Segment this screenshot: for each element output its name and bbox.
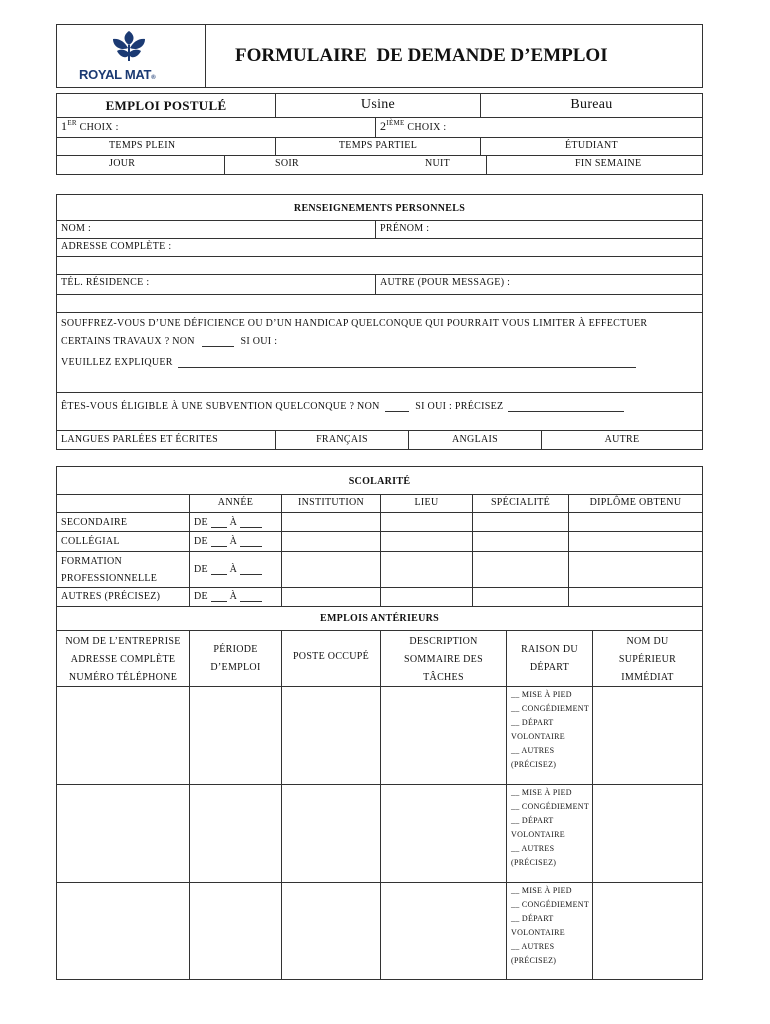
reason-autres[interactable]: __ AUTRES (511, 746, 555, 755)
jobs-header-description-line1: DESCRIPTION (409, 636, 478, 647)
education-row-secondaire-institution[interactable] (282, 513, 381, 532)
deficience-question: SOUFFREZ-VOUS D’UNE DÉFICIENCE OU D’UN HANDICAP QUELCONQUE QUI POURRAIT VOUS LIMITER À EFFECTUER (61, 318, 648, 329)
jobs-section-title: EMPLOIS ANTÉRIEURS (57, 607, 702, 631)
de-blank[interactable] (211, 546, 227, 547)
bureau-option[interactable]: Bureau (481, 94, 702, 118)
formation-label-line2: PROFESSIONNELLE (61, 573, 158, 584)
education-section-title: SCOLARITÉ (57, 467, 702, 495)
anglais-option[interactable]: ANGLAIS (409, 431, 542, 449)
job-section (56, 93, 703, 175)
education-row-formation-diplome[interactable] (569, 552, 702, 588)
jobs-header-description (381, 631, 507, 687)
job-row-1-poste[interactable] (282, 687, 381, 785)
veuillez-expliquer-row (61, 357, 636, 368)
education-row-collegial-lieu[interactable] (381, 532, 473, 552)
education-row-secondaire-label: SECONDAIRE (57, 513, 190, 532)
formation-label-line1: FORMATION (61, 556, 123, 567)
temps-partiel-option[interactable]: TEMPS PARTIEL (276, 138, 481, 156)
education-row-formation-institution[interactable] (282, 552, 381, 588)
jobs-header-entreprise-line2: ADRESSE COMPLÈTE (70, 654, 176, 665)
de-blank[interactable] (211, 527, 227, 528)
jobs-header-description-line3: TÂCHES (423, 672, 464, 683)
form-title: FORMULAIRE DE DEMANDE D’EMPLOI (235, 45, 608, 66)
job-row-2-entreprise[interactable] (57, 785, 190, 883)
deficience-non-blank[interactable] (202, 346, 234, 347)
education-row-formation-label (57, 552, 190, 588)
education-header-institution: INSTITUTION (282, 495, 381, 513)
reason-depart[interactable]: __ DÉPART (511, 718, 554, 727)
education-row-autres-institution[interactable] (282, 588, 381, 607)
reason-mise-a-pied[interactable]: __ MISE À PIED (511, 886, 572, 895)
subvention-label: ÊTES-VOUS ÉLIGIBLE À UNE SUBVENTION QUELCONQUE ? NON (61, 401, 380, 412)
tel-residence-field[interactable]: TÉL. RÉSIDENCE : (57, 275, 376, 295)
job-row-2-description[interactable] (381, 785, 507, 883)
reason-depart[interactable]: __ DÉPART (511, 816, 554, 825)
adresse-field[interactable]: ADRESSE COMPLÈTE : (57, 239, 702, 257)
job-row-3-superieur[interactable] (593, 883, 702, 979)
a-label: À (229, 591, 238, 602)
education-row-collegial-specialite[interactable] (473, 532, 569, 552)
education-row-autres-specialite[interactable] (473, 588, 569, 607)
header-box (56, 24, 703, 88)
education-row-formation-specialite[interactable] (473, 552, 569, 588)
nuit-option[interactable]: NUIT (425, 158, 451, 169)
francais-option[interactable]: FRANÇAIS (276, 431, 409, 449)
reason-volontaire: VOLONTAIRE (511, 732, 565, 741)
a-blank[interactable] (240, 574, 262, 575)
de-blank[interactable] (211, 601, 227, 602)
emploi-postule-label: EMPLOI POSTULÉ (57, 94, 276, 118)
temps-plein-option[interactable]: TEMPS PLEIN (57, 138, 276, 156)
a-label: À (229, 517, 238, 528)
jobs-header-entreprise-line3: NUMÉRO TÉLÉPHONE (68, 672, 178, 683)
royal-mat-logo-icon (109, 29, 149, 63)
job-row-2-raison[interactable] (507, 785, 593, 883)
second-choice-label: CHOIX : (404, 122, 447, 133)
reason-precisez: (PRÉCISEZ) (511, 760, 557, 769)
job-row-2-superieur[interactable] (593, 785, 702, 883)
education-row-secondaire-specialite[interactable] (473, 513, 569, 532)
de-label: DE (194, 564, 208, 575)
nom-field[interactable]: NOM : (57, 221, 376, 239)
adresse-field-line2[interactable] (57, 257, 702, 275)
job-row-1-raison[interactable] (507, 687, 593, 785)
job-row-3-periode[interactable] (190, 883, 282, 979)
deficience-block (57, 313, 702, 393)
reason-depart[interactable]: __ DÉPART (511, 914, 554, 923)
job-row-2-poste[interactable] (282, 785, 381, 883)
reason-precisez: (PRÉCISEZ) (511, 858, 557, 867)
education-row-collegial-label: COLLÉGIAL (57, 532, 190, 552)
education-row-collegial-diplome[interactable] (569, 532, 702, 552)
first-choice-field[interactable] (57, 118, 376, 138)
job-row-1-entreprise[interactable] (57, 687, 190, 785)
jobs-header-entreprise-line1: NOM DE L’ENTREPRISE (65, 636, 181, 647)
a-blank[interactable] (240, 527, 262, 528)
reason-congediement[interactable]: __ CONGÉDIEMENT (511, 704, 590, 713)
education-row-autres-diplome[interactable] (569, 588, 702, 607)
personal-section-title: RENSEIGNEMENTS PERSONNELS (57, 195, 702, 221)
jour-option[interactable]: JOUR (57, 156, 225, 174)
education-row-collegial-annee[interactable] (190, 532, 282, 552)
reason-mise-a-pied[interactable]: __ MISE À PIED (511, 690, 572, 699)
veuillez-expliquer-label: VEUILLEZ EXPLIQUER (61, 357, 173, 368)
job-row-3-poste[interactable] (282, 883, 381, 979)
education-row-secondaire-lieu[interactable] (381, 513, 473, 532)
jobs-header-raison (507, 631, 593, 687)
education-row-autres-label: AUTRES (PRÉCISEZ) (57, 588, 190, 607)
jobs-header-periode (190, 631, 282, 687)
veuillez-expliquer-blank[interactable] (178, 367, 636, 368)
job-row-3-entreprise[interactable] (57, 883, 190, 979)
de-label: DE (194, 536, 208, 547)
education-row-secondaire-annee[interactable] (190, 513, 282, 532)
reason-volontaire: VOLONTAIRE (511, 928, 565, 937)
jobs-header-periode-line1: PÉRIODE (213, 644, 258, 655)
de-blank[interactable] (211, 574, 227, 575)
subvention-precisez-label: SI OUI : PRÉCISEZ (415, 401, 504, 412)
second-choice-field[interactable] (376, 118, 702, 138)
education-row-autres-annee[interactable] (190, 588, 282, 607)
jobs-header-periode-line2: D’EMPLOI (210, 662, 261, 673)
deficience-question-line2 (61, 336, 277, 347)
usine-option[interactable]: Usine (276, 94, 481, 118)
langues-label: LANGUES PARLÉES ET ÉCRITES (57, 431, 276, 449)
reason-congediement[interactable]: __ CONGÉDIEMENT (511, 900, 590, 909)
reason-congediement[interactable]: __ CONGÉDIEMENT (511, 802, 590, 811)
deficience-non-label: CERTAINS TRAVAUX ? NON (61, 336, 195, 347)
education-row-autres-lieu[interactable] (381, 588, 473, 607)
job-row-1-superieur[interactable] (593, 687, 702, 785)
subvention-precisez-blank[interactable] (508, 411, 624, 412)
reason-volontaire: VOLONTAIRE (511, 830, 565, 839)
jobs-header-raison-line1: RAISON DU (521, 644, 578, 655)
a-blank[interactable] (240, 601, 262, 602)
job-row-3-raison[interactable] (507, 883, 593, 979)
de-label: DE (194, 517, 208, 528)
deficience-si-oui-label: SI OUI : (240, 336, 278, 347)
education-header-specialite: SPÉCIALITÉ (473, 495, 569, 513)
jobs-header-description-line2: SOMMAIRE DES (404, 654, 483, 665)
jobs-header-superieur-line3: IMMÉDIAT (621, 672, 674, 683)
education-row-secondaire-diplome[interactable] (569, 513, 702, 532)
prenom-field[interactable]: PRÉNOM : (376, 221, 702, 239)
education-jobs-section (56, 466, 703, 980)
first-choice-sup: ER (67, 119, 77, 127)
job-row-3-description[interactable] (381, 883, 507, 979)
education-row-formation-annee[interactable] (190, 552, 282, 588)
second-choice-number: 2 (380, 119, 387, 133)
jobs-header-superieur (593, 631, 702, 687)
autre-message-field[interactable]: AUTRE (POUR MESSAGE) : (376, 275, 702, 295)
job-row-1-periode[interactable] (190, 687, 282, 785)
education-header-lieu: LIEU (381, 495, 473, 513)
fin-semaine-option[interactable]: FIN SEMAINE (575, 158, 642, 169)
jobs-header-raison-line2: DÉPART (529, 662, 570, 673)
etudiant-option[interactable]: ÉTUDIANT (481, 138, 702, 156)
soir-option[interactable]: SOIR (225, 156, 487, 174)
education-row-collegial-institution[interactable] (282, 532, 381, 552)
logo-area (57, 25, 206, 87)
job-row-2-periode[interactable] (190, 785, 282, 883)
jobs-header-entreprise (57, 631, 190, 687)
reason-precisez: (PRÉCISEZ) (511, 956, 557, 965)
education-header-diplome: DIPLÔME OBTENU (569, 495, 702, 513)
second-choice-sup: IÈME (386, 119, 405, 127)
job-row-1-description[interactable] (381, 687, 507, 785)
tel-row-blank (57, 295, 702, 313)
first-choice-label: CHOIX : (76, 122, 119, 133)
jobs-header-superieur-line2: SUPÉRIEUR (618, 654, 677, 665)
logo-wordmark: ROYAL MAT (79, 67, 152, 82)
education-header-blank (57, 495, 190, 513)
reason-mise-a-pied[interactable]: __ MISE À PIED (511, 788, 572, 797)
subvention-non-blank[interactable] (385, 411, 409, 412)
reason-autres[interactable]: __ AUTRES (511, 844, 555, 853)
personal-section (56, 194, 703, 450)
education-row-formation-lieu[interactable] (381, 552, 473, 588)
logo-registered: ® (151, 75, 156, 81)
jobs-header-superieur-line1: NOM DU (626, 636, 669, 647)
a-label: À (229, 536, 238, 547)
reason-autres[interactable]: __ AUTRES (511, 942, 555, 951)
education-header-annee: ANNÉE (190, 495, 282, 513)
a-blank[interactable] (240, 546, 262, 547)
subvention-row (57, 393, 702, 431)
a-label: À (229, 564, 238, 575)
jobs-header-poste: POSTE OCCUPÉ (282, 631, 381, 687)
logo-text (79, 67, 155, 82)
first-choice-number: 1 (61, 119, 68, 133)
autre-langue-option[interactable]: AUTRE (604, 434, 640, 445)
de-label: DE (194, 591, 208, 602)
